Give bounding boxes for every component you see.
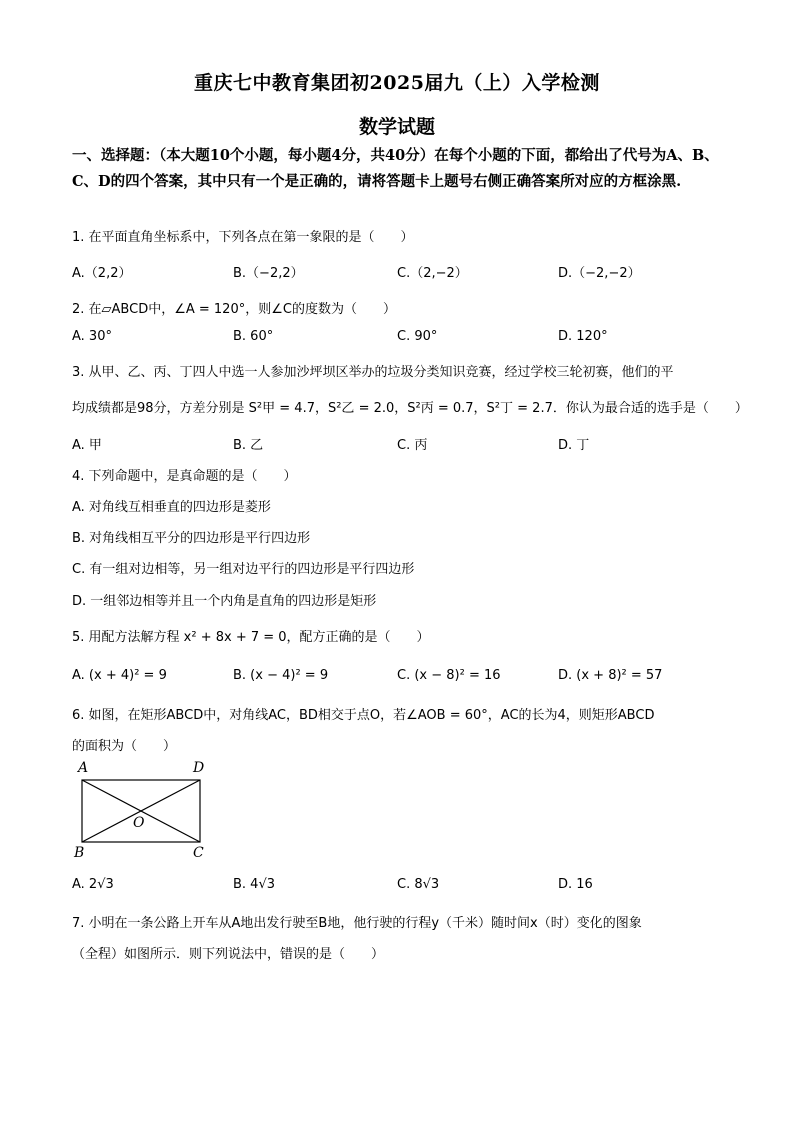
question-7-stem-line-2: （全程）如图所示．则下列说法中，错误的是（ ） <box>72 947 385 962</box>
question-2-option-a: A. 30° <box>72 329 112 344</box>
figure-label-o: O <box>133 815 145 831</box>
question-5-option-b: B. (x − 4)² = 9 <box>233 668 329 683</box>
rectangle-abcd-figure <box>80 778 204 848</box>
question-3-option-b: B. 乙 <box>233 438 264 453</box>
question-4-option-a: A. 对角线互相垂直的四边形是菱形 <box>72 500 271 515</box>
question-1-option-d: D.（−2,−2） <box>558 266 641 281</box>
exam-subtitle: 数学试题 <box>358 116 435 138</box>
figure-label-b: B <box>74 845 85 861</box>
question-3-option-c: C. 丙 <box>397 438 428 453</box>
question-2-stem: 2. 在▱ABCD中，∠A = 120°，则∠C的度数为（ ） <box>72 302 396 317</box>
section-1-heading: 一、选择题：（本大题10个小题，每小题4分，共40分）在每个小题的下面，都给出了代号为A、B、C、D的四个答案，其中只有一个是正确的，请将答题卡上题号右侧正确答案所对应的方框涂黑. <box>72 147 719 190</box>
question-2-option-d: D. 120° <box>558 329 608 344</box>
figure-label-d: D <box>193 760 205 776</box>
question-5-option-c: C. (x − 8)² = 16 <box>397 668 501 683</box>
question-6-option-b: B. 4√3 <box>233 877 276 892</box>
figure-label-a: A <box>78 760 89 776</box>
question-3-option-a: A. 甲 <box>72 438 102 453</box>
question-6-stem-line-1: 6. 如图，在矩形ABCD中，对角线AC，BD相交于点O，若∠AOB = 60°，AC的长为4，则矩形ABCD <box>72 708 655 723</box>
question-5-option-d: D. (x + 8)² = 57 <box>558 668 663 683</box>
question-3-stem-line-1: 3. 从甲、乙、丙、丁四人中选一人参加沙坪坝区举办的垃圾分类知识竞赛，经过学校三轮初赛，他们的平 <box>72 365 674 380</box>
question-1-option-c: C.（2,−2） <box>397 266 468 281</box>
question-5-option-a: A. (x + 4)² = 9 <box>72 668 167 683</box>
question-7-stem-line-1: 7. 小明在一条公路上开车从A地出发行驶至B地，他行驶的行程y（千米）随时间x（时）变化的图象 <box>72 916 642 931</box>
question-6-option-d: D. 16 <box>558 877 593 892</box>
question-1-option-b: B.（−2,2） <box>233 266 304 281</box>
question-2-option-b: B. 60° <box>233 329 274 344</box>
question-6-stem-line-2: 的面积为（ ） <box>72 739 177 754</box>
question-6-option-a: A. 2√3 <box>72 877 114 892</box>
figure-label-c: C <box>193 845 204 861</box>
question-4-stem: 4. 下列命题中，是真命题的是（ ） <box>72 469 297 484</box>
question-1-stem: 1. 在平面直角坐标系中，下列各点在第一象限的是（ ） <box>72 230 414 245</box>
question-6-option-c: C. 8√3 <box>397 877 440 892</box>
question-3-option-d: D. 丁 <box>558 438 590 453</box>
question-1-option-a: A.（2,2） <box>72 266 132 281</box>
question-4-option-d: D. 一组邻边相等并且一个内角是直角的四边形是矩形 <box>72 594 377 609</box>
question-4-option-c: C. 有一组对边相等，另一组对边平行的四边形是平行四边形 <box>72 562 415 577</box>
question-2-option-c: C. 90° <box>397 329 438 344</box>
exam-title: 重庆七中教育集团初2025届九（上）入学检测 <box>194 72 600 94</box>
question-4-option-b: B. 对角线相互平分的四边形是平行四边形 <box>72 531 311 546</box>
question-5-stem: 5. 用配方法解方程 x² + 8x + 7 = 0，配方正确的是（ ） <box>72 630 430 645</box>
question-3-stem-line-2: 均成绩都是98分，方差分别是 S²甲 = 4.7，S²乙 = 2.0，S²丙 = 0.7，S²丁 = 2.7．你认为最合适的选手是（ ） <box>72 401 748 416</box>
